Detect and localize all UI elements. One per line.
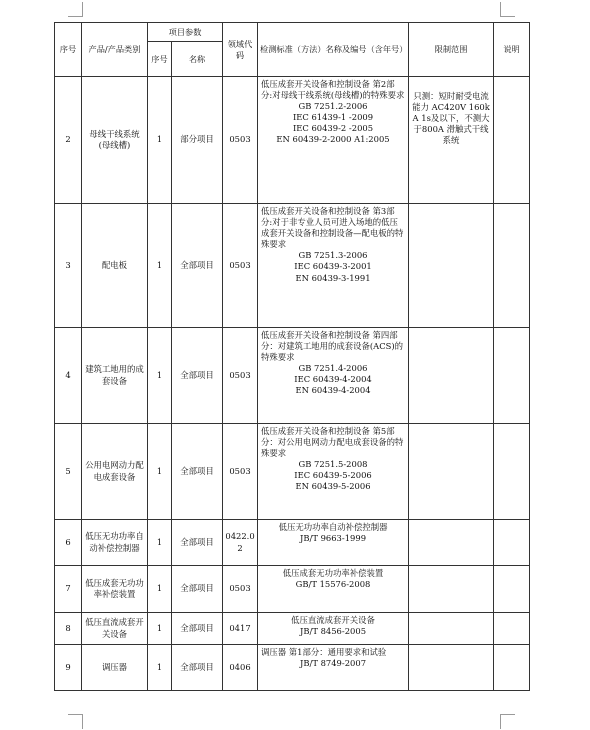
cell-param-name: 全部项目: [172, 645, 223, 691]
standard-name: 低压成套开关设备和控制设备 第四部分：对建筑工地用的成套设备(ACS)的特殊要求: [261, 330, 403, 363]
cell-limit: [409, 328, 494, 424]
cell-standard: [258, 204, 409, 328]
table-row: [55, 645, 530, 691]
standard-code: EN 60439-5-2006: [295, 481, 371, 492]
crop-mark-top-left: [68, 2, 83, 17]
cell-limit: [409, 204, 494, 328]
header-limit: 限制范围: [409, 23, 494, 77]
cell-seq: 2: [55, 77, 82, 204]
standard-code: GB/T 15576-2008: [295, 579, 371, 590]
standard-code: GB 7251.2-2006: [298, 101, 368, 112]
cell-product: 低压直流成套开关设备: [82, 613, 148, 645]
cell-product: 母线干线系统(母线槽): [82, 77, 148, 204]
cell-seq: 9: [55, 645, 82, 691]
cell-seq: 3: [55, 204, 82, 328]
standard-code: JB/T 8749-2007: [299, 658, 367, 669]
header-standard: 检测标准（方法）名称及编号（含年号）: [258, 23, 409, 77]
cell-param-seq: 1: [148, 77, 172, 204]
standard-code: JB/T 8456-2005: [299, 626, 367, 637]
cell-param-name: 全部项目: [172, 204, 223, 328]
standard-code: EN 60439-2-2000 A1:2005: [276, 134, 390, 145]
cell-code: 0406: [223, 645, 258, 691]
cell-standard: [258, 613, 409, 645]
cell-param-seq: 1: [148, 566, 172, 613]
cell-note: [494, 520, 530, 566]
cell-note: [494, 645, 530, 691]
standard-code: EN 60439-3-1991: [295, 272, 371, 283]
cell-standard: [258, 566, 409, 613]
standard-name: 低压成套开关设备和控制设备 第2部分:对母线干线系统(母线槽)的特殊要求: [261, 79, 405, 101]
cell-code: 0503: [223, 424, 258, 520]
header-product: 产品/产品类别: [82, 23, 148, 77]
table-row: [55, 566, 530, 613]
cell-param-name: 全部项目: [172, 566, 223, 613]
cell-product: 调压器: [82, 645, 148, 691]
standard-name: 低压无功功率自动补偿控制器: [278, 522, 388, 532]
cell-code: 0422.02: [223, 520, 258, 566]
cell-product: 低压成套无功功率补偿装置: [82, 566, 148, 613]
cell-param-seq: 1: [148, 204, 172, 328]
standard-code: EN 60439-4-2004: [295, 385, 371, 396]
standard-name: 低压成套开关设备和控制设备 第3部分:对于非专业人员可进入场地的低压成套开关设备和控制设备—配电板的特殊要求: [261, 206, 404, 250]
cell-product: 配电板: [82, 204, 148, 328]
cell-code: 0503: [223, 328, 258, 424]
test-scope-table: [54, 22, 530, 691]
standard-code: GB 7251.4-2006: [298, 363, 368, 374]
table-row: [55, 77, 530, 204]
cell-param-name: 部分项目: [172, 77, 223, 204]
table-row: [55, 520, 530, 566]
cell-seq: 8: [55, 613, 82, 645]
cell-param-seq: 1: [148, 613, 172, 645]
cell-note: [494, 77, 530, 204]
crop-mark-bottom-left: [68, 714, 83, 729]
cell-param-seq: 1: [148, 424, 172, 520]
cell-seq: 7: [55, 566, 82, 613]
header-field-code: 领域代码: [223, 23, 258, 77]
cell-note: [494, 613, 530, 645]
cell-limit: [409, 424, 494, 520]
cell-note: [494, 424, 530, 520]
standard-name: 低压成套无功功率补偿装置: [282, 568, 384, 578]
standard-name: 低压成套开关设备和控制设备 第5部分：对公用电网动力配电成套设备的特殊要求: [261, 426, 404, 459]
table-row: [55, 613, 530, 645]
cell-seq: 6: [55, 520, 82, 566]
cell-param-seq: 1: [148, 328, 172, 424]
standard-name: 调压器 第1部分：通用要求和试验: [261, 647, 387, 657]
cell-standard: [258, 645, 409, 691]
cell-limit: [409, 520, 494, 566]
table-row: [55, 328, 530, 424]
header-note: 说明: [494, 23, 530, 77]
cell-code: 0503: [223, 77, 258, 204]
cell-param-name: 全部项目: [172, 613, 223, 645]
cell-note: [494, 328, 530, 424]
standard-code: IEC 60439-2 -2005: [292, 123, 374, 134]
cell-param-name: 全部项目: [172, 520, 223, 566]
cell-code: 0417: [223, 613, 258, 645]
standard-name: 低压直流成套开关设备: [291, 615, 375, 625]
table-row: [55, 424, 530, 520]
standard-code: GB 7251.3-2006: [298, 250, 368, 261]
crop-mark-bottom-right: [500, 714, 515, 729]
cell-note: [494, 566, 530, 613]
cell-code: 0503: [223, 204, 258, 328]
standard-code: GB 7251.5-2008: [298, 459, 368, 470]
crop-mark-top-right: [500, 2, 515, 17]
cell-limit: 只测：短时耐受电流能力 AC420V 160kA 1s及以下，不测大于800A 滑触式干线系统: [409, 77, 494, 204]
standard-code: IEC 61439-1 -2009: [292, 112, 374, 123]
standard-code: JB/T 9663-1999: [299, 533, 367, 544]
standard-code: IEC 60439-5-2006: [294, 470, 372, 481]
table-row: [55, 204, 530, 328]
standard-code: IEC 60439-3-2001: [294, 261, 372, 272]
cell-standard: [258, 328, 409, 424]
cell-standard: [258, 424, 409, 520]
cell-code: 0503: [223, 566, 258, 613]
cell-product: 建筑工地用的成套设备: [82, 328, 148, 424]
header-param-name: 名称: [172, 42, 223, 77]
cell-product: 公用电网动力配电成套设备: [82, 424, 148, 520]
cell-limit: [409, 645, 494, 691]
cell-note: [494, 204, 530, 328]
cell-limit: [409, 613, 494, 645]
cell-seq: 5: [55, 424, 82, 520]
cell-param-seq: 1: [148, 520, 172, 566]
cell-standard: [258, 77, 409, 204]
header-seq: 序号: [55, 23, 82, 77]
cell-product: 低压无功功率自动补偿控制器: [82, 520, 148, 566]
cell-standard: [258, 520, 409, 566]
cell-limit: [409, 566, 494, 613]
cell-param-seq: 1: [148, 645, 172, 691]
standard-code: IEC 60439-4-2004: [294, 374, 372, 385]
cell-seq: 4: [55, 328, 82, 424]
header-param-seq: 序号: [148, 42, 172, 77]
header-param-group: 项目参数: [148, 23, 223, 42]
cell-param-name: 全部项目: [172, 424, 223, 520]
cell-param-name: 全部项目: [172, 328, 223, 424]
